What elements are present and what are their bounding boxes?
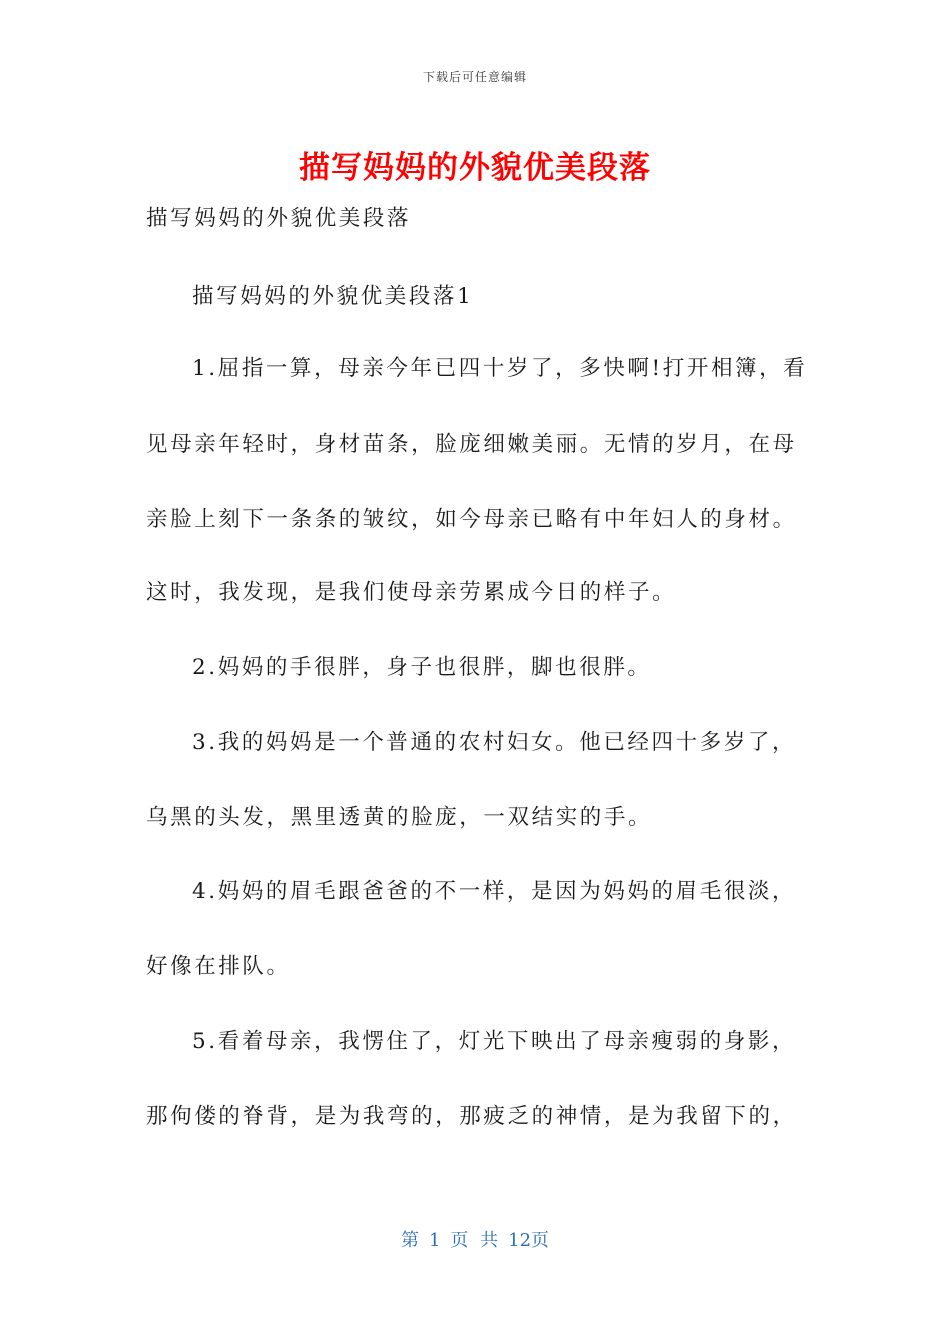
paragraph-line: 好像在排队。 — [146, 954, 291, 979]
footer-page-number: 1 — [428, 1230, 441, 1251]
section-heading: 描写妈妈的外貌优美段落1 — [192, 284, 474, 309]
paragraph-line: 2.妈妈的手很胖，身子也很胖，脚也很胖。 — [192, 655, 652, 680]
paragraph-line: 5.看着母亲，我愣住了，灯光下映出了母亲瘦弱的身影， — [192, 1029, 797, 1054]
document-title: 描写妈妈的外貌优美段落 — [299, 150, 651, 186]
paragraph-line: 3.我的妈妈是一个普通的农村妇女。他已经四十多岁了， — [192, 730, 797, 755]
paragraph-line: 乌黑的头发，黑里透黄的脸庞，一双结实的手。 — [146, 805, 653, 830]
paragraph-line: 见母亲年轻时，身材苗条，脸庞细嫩美丽。无情的岁月，在母 — [146, 432, 797, 457]
subtitle: 描写妈妈的外貌优美段落 — [146, 206, 412, 231]
paragraph-line: 亲脸上刻下一条条的皱纹，如今母亲已略有中年妇人的身材。 — [146, 507, 797, 532]
footer-prefix: 第 — [400, 1230, 419, 1251]
page-footer — [0, 1226, 950, 1252]
footer-middle: 页 共 — [450, 1230, 499, 1251]
header-note: 下载后可任意编辑 — [422, 70, 527, 84]
paragraph-line: 那佝偻的脊背，是为我弯的，那疲乏的神情，是为我留下的， — [146, 1104, 797, 1129]
paragraph-line: 1.屈指一算，母亲今年已四十岁了，多快啊!打开相簿，看 — [192, 356, 808, 381]
footer-total-pages: 12页 — [508, 1230, 550, 1251]
paragraph-line: 这时，我发现，是我们使母亲劳累成今日的样子。 — [146, 580, 677, 605]
paragraph-line: 4.妈妈的眉毛跟爸爸的不一样，是因为妈妈的眉毛很淡， — [192, 879, 797, 904]
